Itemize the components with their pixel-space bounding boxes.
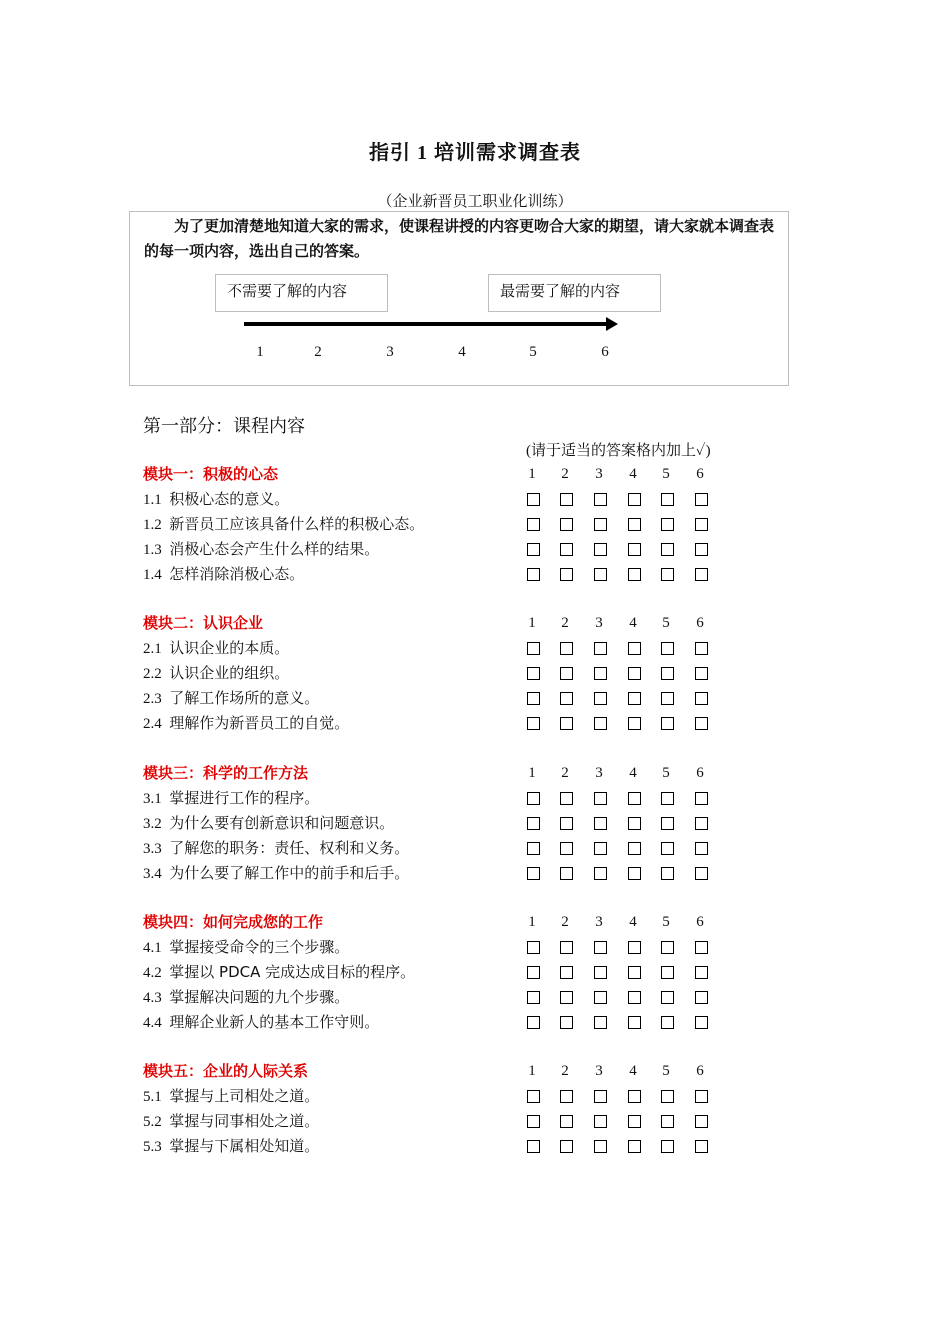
item-number: 5.3 <box>143 1139 162 1155</box>
rating-checkbox[interactable] <box>527 842 540 855</box>
rating-checkbox[interactable] <box>695 642 708 655</box>
rating-column-header: 2 <box>561 615 569 631</box>
rating-column-header: 2 <box>561 1063 569 1079</box>
rating-checkbox[interactable] <box>628 817 641 830</box>
rating-checkbox[interactable] <box>695 792 708 805</box>
rating-checkbox[interactable] <box>695 692 708 705</box>
rating-checkbox[interactable] <box>628 493 641 506</box>
item-number: 3.4 <box>143 866 162 882</box>
rating-checkbox[interactable] <box>661 842 674 855</box>
rating-column-header: 1 <box>528 1063 536 1079</box>
scale-number: 2 <box>314 344 322 360</box>
rating-checkbox[interactable] <box>594 991 607 1004</box>
rating-checkbox[interactable] <box>695 568 708 581</box>
rating-checkbox[interactable] <box>527 991 540 1004</box>
module-title: 模块一：积极的心态 <box>143 465 279 483</box>
item-number: 2.3 <box>143 691 162 707</box>
page-subtitle: （企业新晋员工职业化训练） <box>377 194 573 210</box>
rating-checkbox[interactable] <box>560 867 573 880</box>
scale-number: 4 <box>458 344 466 360</box>
rating-checkbox[interactable] <box>527 493 540 506</box>
item-text: 新晋员工应该具备什么样的积极心态。 <box>169 515 425 533</box>
rating-checkbox[interactable] <box>527 568 540 581</box>
rating-checkbox[interactable] <box>527 642 540 655</box>
item-number: 2.1 <box>143 641 162 657</box>
rating-checkbox[interactable] <box>560 717 573 730</box>
rating-checkbox[interactable] <box>628 991 641 1004</box>
rating-checkbox[interactable] <box>661 966 674 979</box>
rating-checkbox[interactable] <box>594 1115 607 1128</box>
rating-column-header: 4 <box>629 1063 637 1079</box>
module-title: 模块三：科学的工作方法 <box>143 764 309 782</box>
survey-item <box>143 1010 379 1036</box>
rating-checkbox[interactable] <box>628 667 641 680</box>
rating-column-header: 1 <box>528 765 536 781</box>
scale-number: 5 <box>529 344 537 360</box>
rating-column-header: 4 <box>629 615 637 631</box>
scale-number: 3 <box>386 344 394 360</box>
item-text: 掌握解决问题的九个步骤。 <box>169 988 350 1006</box>
rating-checkbox[interactable] <box>695 667 708 680</box>
rating-column-header: 4 <box>629 765 637 781</box>
instruction-box <box>129 211 789 386</box>
rating-column-header: 3 <box>595 466 603 482</box>
rating-checkbox[interactable] <box>695 518 708 531</box>
rating-checkbox[interactable] <box>661 543 674 556</box>
rating-checkbox[interactable] <box>695 842 708 855</box>
instruction-text: 为了更加清楚地知道大家的需求，使课程讲授的内容更吻合大家的期望，请大家就本调查表的每一项内容，选出自己的答案。 <box>144 217 775 260</box>
rating-checkbox[interactable] <box>594 817 607 830</box>
item-number: 3.2 <box>143 816 162 832</box>
item-number: 4.4 <box>143 1015 162 1031</box>
rating-column-header: 6 <box>696 765 704 781</box>
item-text: 理解作为新晋员工的自觉。 <box>169 714 350 732</box>
rating-checkbox[interactable] <box>594 518 607 531</box>
section-title: 第一部分：课程内容 <box>143 416 305 437</box>
rating-checkbox[interactable] <box>695 543 708 556</box>
rating-checkbox[interactable] <box>661 667 674 680</box>
rating-checkbox[interactable] <box>594 966 607 979</box>
rating-checkbox[interactable] <box>628 692 641 705</box>
rating-checkbox[interactable] <box>527 1090 540 1103</box>
rating-column-header: 2 <box>561 914 569 930</box>
rating-checkbox[interactable] <box>527 543 540 556</box>
item-number: 4.1 <box>143 940 162 956</box>
rating-checkbox[interactable] <box>527 667 540 680</box>
rating-checkbox[interactable] <box>594 941 607 954</box>
rating-checkbox[interactable] <box>695 817 708 830</box>
item-text: 认识企业的组织。 <box>169 664 290 682</box>
rating-checkbox[interactable] <box>560 1016 573 1029</box>
rating-checkbox[interactable] <box>527 941 540 954</box>
item-text: 积极心态的意义。 <box>169 490 290 508</box>
rating-checkbox[interactable] <box>594 1016 607 1029</box>
scale-number: 1 <box>256 344 264 360</box>
rating-checkbox[interactable] <box>560 991 573 1004</box>
survey-item <box>143 512 424 538</box>
rating-checkbox[interactable] <box>527 792 540 805</box>
rating-checkbox[interactable] <box>695 1115 708 1128</box>
rating-column-header: 5 <box>662 914 670 930</box>
rating-checkbox[interactable] <box>594 867 607 880</box>
rating-column-header: 1 <box>528 615 536 631</box>
item-text: 认识企业的本质。 <box>169 639 290 657</box>
item-text: 了解您的职务：责任、权利和义务。 <box>169 839 410 857</box>
rating-checkbox[interactable] <box>560 966 573 979</box>
rating-checkbox[interactable] <box>594 692 607 705</box>
item-text: 理解企业新人的基本工作守则。 <box>169 1013 380 1031</box>
rating-checkbox[interactable] <box>628 1115 641 1128</box>
item-text: 掌握接受命令的三个步骤。 <box>169 938 350 956</box>
rating-checkbox[interactable] <box>695 1016 708 1029</box>
rating-checkbox[interactable] <box>628 1140 641 1153</box>
rating-checkbox[interactable] <box>661 792 674 805</box>
rating-column-header: 2 <box>561 765 569 781</box>
rating-checkbox[interactable] <box>695 991 708 1004</box>
rating-checkbox[interactable] <box>661 1016 674 1029</box>
rating-checkbox[interactable] <box>560 1090 573 1103</box>
module-title: 模块四：如何完成您的工作 <box>143 913 324 931</box>
rating-checkbox[interactable] <box>527 1140 540 1153</box>
rating-checkbox[interactable] <box>695 493 708 506</box>
rating-checkbox[interactable] <box>628 543 641 556</box>
item-number: 1.3 <box>143 542 162 558</box>
item-text: 掌握与同事相处之道。 <box>169 1112 320 1130</box>
rating-column-header: 2 <box>561 466 569 482</box>
rating-checkbox[interactable] <box>560 1140 573 1153</box>
rating-column-header: 6 <box>696 466 704 482</box>
item-text: 消极心态会产生什么样的结果。 <box>169 540 380 558</box>
rating-checkbox[interactable] <box>628 842 641 855</box>
rating-column-header: 6 <box>696 1063 704 1079</box>
rating-checkbox[interactable] <box>695 941 708 954</box>
rating-checkbox[interactable] <box>527 692 540 705</box>
survey-item <box>143 661 289 687</box>
scale-arrow <box>244 322 608 326</box>
rating-checkbox[interactable] <box>628 941 641 954</box>
rating-checkbox[interactable] <box>594 717 607 730</box>
scale-number: 6 <box>601 344 609 360</box>
rating-checkbox[interactable] <box>560 518 573 531</box>
item-number: 5.2 <box>143 1114 162 1130</box>
rating-column-header: 3 <box>595 765 603 781</box>
rating-checkbox[interactable] <box>628 642 641 655</box>
rating-checkbox[interactable] <box>661 867 674 880</box>
rating-checkbox[interactable] <box>527 1016 540 1029</box>
scale-high-label: 最需要了解的内容 <box>488 274 661 312</box>
item-text: 为什么要有创新意识和问题意识。 <box>169 814 395 832</box>
item-text: 掌握与上司相处之道。 <box>169 1087 320 1105</box>
rating-column-header: 3 <box>595 1063 603 1079</box>
rating-checkbox[interactable] <box>594 543 607 556</box>
rating-checkbox[interactable] <box>527 1115 540 1128</box>
arrow-head-icon <box>606 317 618 331</box>
rating-column-header: 5 <box>662 765 670 781</box>
rating-checkbox[interactable] <box>628 518 641 531</box>
rating-checkbox[interactable] <box>560 1115 573 1128</box>
item-text: 了解工作场所的意义。 <box>169 689 320 707</box>
survey-item <box>143 935 349 961</box>
rating-checkbox[interactable] <box>527 717 540 730</box>
item-number: 5.1 <box>143 1089 162 1105</box>
item-number: 4.3 <box>143 990 162 1006</box>
rating-checkbox[interactable] <box>560 642 573 655</box>
survey-item <box>143 711 349 737</box>
survey-item <box>143 811 394 837</box>
rating-checkbox[interactable] <box>695 1090 708 1103</box>
page-title: 指引 1 培训需求调查表 <box>369 142 581 164</box>
survey-item <box>143 537 379 563</box>
rating-checkbox[interactable] <box>628 568 641 581</box>
item-number: 3.3 <box>143 841 162 857</box>
rating-checkbox[interactable] <box>594 667 607 680</box>
item-text: 掌握与下属相处知道。 <box>169 1137 320 1155</box>
rating-checkbox[interactable] <box>594 568 607 581</box>
rating-checkbox[interactable] <box>661 991 674 1004</box>
rating-checkbox[interactable] <box>560 941 573 954</box>
rating-checkbox[interactable] <box>594 1140 607 1153</box>
rating-column-header: 5 <box>662 615 670 631</box>
rating-checkbox[interactable] <box>661 518 674 531</box>
rating-checkbox[interactable] <box>594 1090 607 1103</box>
rating-checkbox[interactable] <box>560 493 573 506</box>
item-number: 3.1 <box>143 791 162 807</box>
rating-column-header: 5 <box>662 466 670 482</box>
rating-checkbox[interactable] <box>661 717 674 730</box>
scale-low-label: 不需要了解的内容 <box>215 274 388 312</box>
rating-column-header: 4 <box>629 466 637 482</box>
rating-checkbox[interactable] <box>695 867 708 880</box>
rating-checkbox[interactable] <box>695 1140 708 1153</box>
rating-checkbox[interactable] <box>560 667 573 680</box>
rating-column-header: 5 <box>662 1063 670 1079</box>
survey-item <box>143 1084 319 1110</box>
survey-item <box>143 1109 319 1135</box>
rating-column-header: 6 <box>696 914 704 930</box>
item-text: 掌握进行工作的程序。 <box>169 789 320 807</box>
survey-item <box>143 861 409 887</box>
survey-item <box>143 985 349 1011</box>
rating-checkbox[interactable] <box>661 817 674 830</box>
rating-checkbox[interactable] <box>661 941 674 954</box>
rating-checkbox[interactable] <box>560 543 573 556</box>
rating-checkbox[interactable] <box>527 966 540 979</box>
rating-column-header: 4 <box>629 914 637 930</box>
rating-checkbox[interactable] <box>628 792 641 805</box>
survey-item <box>143 562 304 588</box>
rating-checkbox[interactable] <box>628 717 641 730</box>
item-number: 1.2 <box>143 517 162 533</box>
rating-column-header: 1 <box>528 914 536 930</box>
item-number: 4.2 <box>143 965 162 981</box>
item-number: 1.4 <box>143 567 162 583</box>
item-number: 2.4 <box>143 716 162 732</box>
module-title: 模块五：企业的人际关系 <box>143 1062 309 1080</box>
rating-checkbox[interactable] <box>594 493 607 506</box>
rating-checkbox[interactable] <box>560 792 573 805</box>
rating-checkbox[interactable] <box>527 867 540 880</box>
rating-checkbox[interactable] <box>594 792 607 805</box>
rating-checkbox[interactable] <box>661 493 674 506</box>
rating-column-header: 6 <box>696 615 704 631</box>
rating-checkbox[interactable] <box>661 1140 674 1153</box>
survey-item <box>143 636 289 662</box>
survey-item <box>143 836 409 862</box>
rating-checkbox[interactable] <box>661 642 674 655</box>
rating-checkbox[interactable] <box>560 568 573 581</box>
rating-checkbox[interactable] <box>628 1016 641 1029</box>
rating-checkbox[interactable] <box>661 692 674 705</box>
item-text: 为什么要了解工作中的前手和后手。 <box>169 864 410 882</box>
survey-item <box>143 960 415 986</box>
survey-item <box>143 786 319 812</box>
rating-checkbox[interactable] <box>560 842 573 855</box>
rating-checkbox[interactable] <box>695 717 708 730</box>
rating-checkbox[interactable] <box>594 642 607 655</box>
rating-column-header: 1 <box>528 466 536 482</box>
item-text: 怎样消除消极心态。 <box>169 565 305 583</box>
rating-checkbox[interactable] <box>628 966 641 979</box>
answer-hint: (请于适当的答案格内加上✓) <box>526 443 711 459</box>
rating-column-header: 3 <box>595 914 603 930</box>
rating-checkbox[interactable] <box>594 842 607 855</box>
rating-checkbox[interactable] <box>661 1090 674 1103</box>
item-number: 2.2 <box>143 666 162 682</box>
rating-checkbox[interactable] <box>661 568 674 581</box>
rating-checkbox[interactable] <box>527 518 540 531</box>
rating-checkbox[interactable] <box>560 817 573 830</box>
rating-checkbox[interactable] <box>661 1115 674 1128</box>
rating-checkbox[interactable] <box>527 817 540 830</box>
survey-item <box>143 487 289 513</box>
rating-checkbox[interactable] <box>560 692 573 705</box>
rating-checkbox[interactable] <box>695 966 708 979</box>
rating-checkbox[interactable] <box>628 867 641 880</box>
item-number: 1.1 <box>143 492 162 508</box>
item-text: 掌握以 PDCA 完成达成目标的程序。 <box>169 963 416 981</box>
survey-item <box>143 686 319 712</box>
rating-column-header: 3 <box>595 615 603 631</box>
rating-checkbox[interactable] <box>628 1090 641 1103</box>
survey-item <box>143 1134 319 1160</box>
module-title: 模块二：认识企业 <box>143 614 264 632</box>
